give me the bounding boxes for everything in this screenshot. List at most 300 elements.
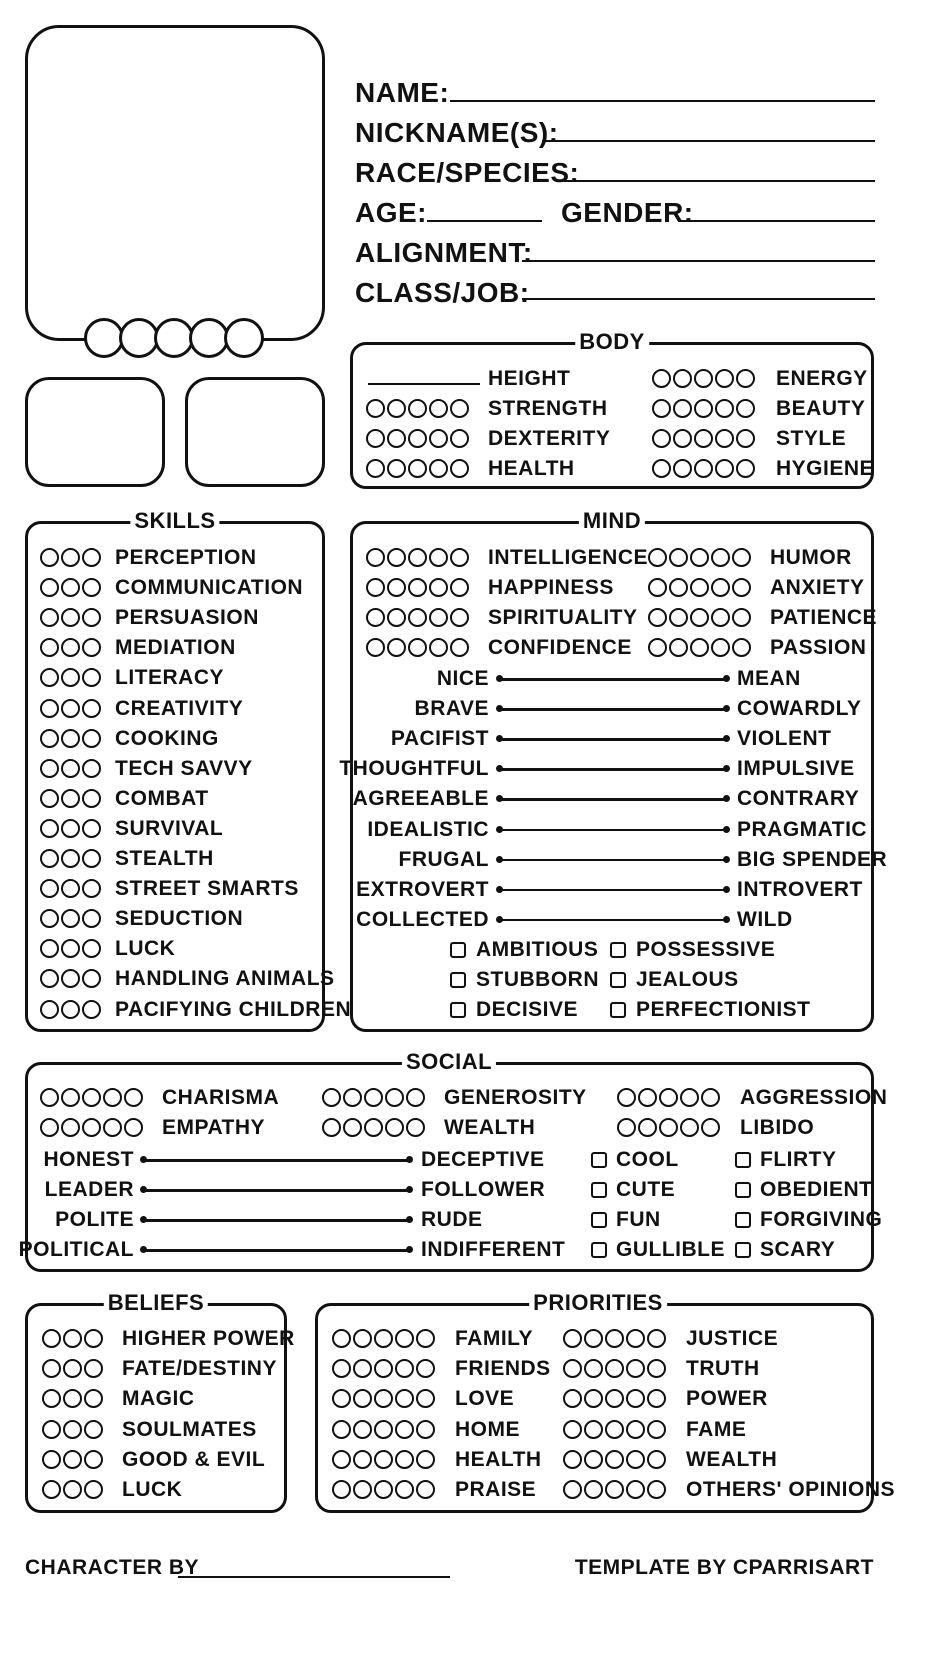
trait-checkbox[interactable] [735, 1152, 751, 1168]
rating-circle[interactable] [626, 1480, 645, 1499]
rating-circle[interactable] [605, 1329, 624, 1348]
belief-rating[interactable] [42, 1389, 103, 1408]
priority-rating[interactable] [563, 1450, 666, 1469]
rating-circle[interactable] [647, 1450, 666, 1469]
skill-rating[interactable] [40, 879, 101, 898]
priority-rating[interactable] [332, 1480, 435, 1499]
rating-circle[interactable] [82, 759, 101, 778]
rating-circle[interactable] [715, 429, 734, 448]
rating-circle[interactable] [42, 1329, 61, 1348]
rating-circle[interactable] [364, 1088, 383, 1107]
rating-circle[interactable] [61, 608, 80, 627]
rating-circle[interactable] [353, 1480, 372, 1499]
trait-checkbox[interactable] [450, 942, 466, 958]
rating-circle[interactable] [638, 1088, 657, 1107]
rating-circle[interactable] [42, 1480, 61, 1499]
rating-circle[interactable] [82, 879, 101, 898]
body-rating[interactable] [652, 429, 755, 448]
body-rating[interactable] [652, 399, 755, 418]
rating-circle[interactable] [673, 429, 692, 448]
rating-circle[interactable] [322, 1118, 341, 1137]
rating-circle[interactable] [652, 399, 671, 418]
rating-circle[interactable] [450, 429, 469, 448]
rating-circle[interactable] [353, 1420, 372, 1439]
rating-circle[interactable] [680, 1088, 699, 1107]
rating-circle[interactable] [103, 1118, 122, 1137]
skill-rating[interactable] [40, 729, 101, 748]
rating-circle[interactable] [63, 1359, 82, 1378]
priority-rating[interactable] [332, 1450, 435, 1469]
rating-circle[interactable] [690, 578, 709, 597]
rating-circle[interactable] [40, 879, 59, 898]
rating-circle[interactable] [366, 608, 385, 627]
mind-rating[interactable] [648, 578, 751, 597]
rating-circle[interactable] [40, 1118, 59, 1137]
height-field[interactable] [368, 383, 480, 385]
rating-circle[interactable] [61, 969, 80, 988]
body-rating[interactable] [366, 399, 469, 418]
rating-circle[interactable] [450, 548, 469, 567]
skill-rating[interactable] [40, 909, 101, 928]
rating-circle[interactable] [374, 1359, 393, 1378]
rating-circle[interactable] [374, 1389, 393, 1408]
rating-circle[interactable] [584, 1329, 603, 1348]
rating-circle[interactable] [63, 1329, 82, 1348]
skill-rating[interactable] [40, 819, 101, 838]
rating-circle[interactable] [694, 429, 713, 448]
rating-circle[interactable] [605, 1359, 624, 1378]
rating-circle[interactable] [40, 789, 59, 808]
rating-circle[interactable] [701, 1118, 720, 1137]
rating-circle[interactable] [332, 1389, 351, 1408]
rating-circle[interactable] [406, 1118, 425, 1137]
rating-circle[interactable] [408, 429, 427, 448]
rating-circle[interactable] [690, 608, 709, 627]
trait-checkbox[interactable] [610, 1002, 626, 1018]
portrait-rating-circle[interactable] [189, 318, 229, 358]
rating-circle[interactable] [669, 638, 688, 657]
personality-scale[interactable] [499, 889, 727, 892]
rating-circle[interactable] [61, 638, 80, 657]
rating-circle[interactable] [395, 1420, 414, 1439]
rating-circle[interactable] [82, 819, 101, 838]
rating-circle[interactable] [84, 1450, 103, 1469]
belief-rating[interactable] [42, 1359, 103, 1378]
rating-circle[interactable] [366, 548, 385, 567]
rating-circle[interactable] [42, 1420, 61, 1439]
rating-circle[interactable] [647, 1329, 666, 1348]
rating-circle[interactable] [82, 939, 101, 958]
trait-checkbox[interactable] [591, 1242, 607, 1258]
rating-circle[interactable] [648, 578, 667, 597]
rating-circle[interactable] [584, 1389, 603, 1408]
rating-circle[interactable] [711, 638, 730, 657]
belief-rating[interactable] [42, 1480, 103, 1499]
rating-circle[interactable] [711, 578, 730, 597]
rating-circle[interactable] [40, 638, 59, 657]
rating-circle[interactable] [429, 459, 448, 478]
rating-circle[interactable] [61, 849, 80, 868]
skill-rating[interactable] [40, 699, 101, 718]
rating-circle[interactable] [669, 608, 688, 627]
rating-circle[interactable] [387, 608, 406, 627]
rating-circle[interactable] [648, 548, 667, 567]
belief-rating[interactable] [42, 1329, 103, 1348]
rating-circle[interactable] [617, 1118, 636, 1137]
rating-circle[interactable] [332, 1359, 351, 1378]
body-rating[interactable] [366, 459, 469, 478]
rating-circle[interactable] [61, 789, 80, 808]
mind-rating[interactable] [648, 608, 751, 627]
rating-circle[interactable] [40, 969, 59, 988]
portrait-rating-circle[interactable] [119, 318, 159, 358]
personality-scale[interactable] [499, 919, 727, 922]
rating-circle[interactable] [429, 548, 448, 567]
rating-circle[interactable] [584, 1450, 603, 1469]
rating-circle[interactable] [40, 759, 59, 778]
rating-circle[interactable] [40, 578, 59, 597]
social-rating[interactable] [617, 1118, 720, 1137]
rating-circle[interactable] [429, 399, 448, 418]
rating-circle[interactable] [450, 459, 469, 478]
rating-circle[interactable] [82, 909, 101, 928]
rating-circle[interactable] [732, 638, 751, 657]
skill-rating[interactable] [40, 789, 101, 808]
class-field[interactable] [522, 298, 875, 300]
rating-circle[interactable] [374, 1450, 393, 1469]
priority-rating[interactable] [332, 1329, 435, 1348]
rating-circle[interactable] [387, 459, 406, 478]
rating-circle[interactable] [332, 1329, 351, 1348]
rating-circle[interactable] [61, 668, 80, 687]
personality-scale[interactable] [499, 859, 727, 862]
rating-circle[interactable] [40, 1000, 59, 1019]
rating-circle[interactable] [353, 1450, 372, 1469]
rating-circle[interactable] [647, 1389, 666, 1408]
rating-circle[interactable] [374, 1480, 393, 1499]
rating-circle[interactable] [124, 1088, 143, 1107]
rating-circle[interactable] [385, 1118, 404, 1137]
rating-circle[interactable] [694, 369, 713, 388]
rating-circle[interactable] [364, 1118, 383, 1137]
rating-circle[interactable] [40, 668, 59, 687]
rating-circle[interactable] [332, 1420, 351, 1439]
rating-circle[interactable] [395, 1450, 414, 1469]
rating-circle[interactable] [584, 1359, 603, 1378]
rating-circle[interactable] [40, 1088, 59, 1107]
rating-circle[interactable] [82, 1118, 101, 1137]
priority-rating[interactable] [563, 1329, 666, 1348]
mind-rating[interactable] [366, 638, 469, 657]
rating-circle[interactable] [63, 1420, 82, 1439]
trait-checkbox[interactable] [591, 1182, 607, 1198]
body-rating[interactable] [652, 369, 755, 388]
rating-circle[interactable] [652, 429, 671, 448]
social-rating[interactable] [40, 1088, 143, 1107]
social-scale[interactable] [143, 1219, 410, 1222]
rating-circle[interactable] [617, 1088, 636, 1107]
rating-circle[interactable] [408, 399, 427, 418]
rating-circle[interactable] [652, 369, 671, 388]
trait-checkbox[interactable] [450, 972, 466, 988]
rating-circle[interactable] [736, 399, 755, 418]
rating-circle[interactable] [647, 1420, 666, 1439]
rating-circle[interactable] [563, 1329, 582, 1348]
priority-rating[interactable] [563, 1420, 666, 1439]
rating-circle[interactable] [626, 1359, 645, 1378]
rating-circle[interactable] [40, 909, 59, 928]
rating-circle[interactable] [61, 548, 80, 567]
rating-circle[interactable] [673, 459, 692, 478]
rating-circle[interactable] [61, 729, 80, 748]
trait-checkbox[interactable] [610, 942, 626, 958]
rating-circle[interactable] [732, 608, 751, 627]
mind-rating[interactable] [648, 638, 751, 657]
rating-circle[interactable] [673, 399, 692, 418]
personality-scale[interactable] [499, 678, 727, 681]
rating-circle[interactable] [84, 1329, 103, 1348]
rating-circle[interactable] [715, 369, 734, 388]
rating-circle[interactable] [61, 699, 80, 718]
portrait-rating-circle[interactable] [224, 318, 264, 358]
rating-circle[interactable] [61, 819, 80, 838]
personality-scale[interactable] [499, 829, 727, 832]
skill-rating[interactable] [40, 668, 101, 687]
rating-circle[interactable] [626, 1420, 645, 1439]
rating-circle[interactable] [343, 1118, 362, 1137]
rating-circle[interactable] [732, 548, 751, 567]
rating-circle[interactable] [416, 1420, 435, 1439]
rating-circle[interactable] [638, 1118, 657, 1137]
rating-circle[interactable] [374, 1329, 393, 1348]
rating-circle[interactable] [736, 369, 755, 388]
skill-rating[interactable] [40, 608, 101, 627]
rating-circle[interactable] [416, 1329, 435, 1348]
rating-circle[interactable] [408, 459, 427, 478]
priority-rating[interactable] [563, 1359, 666, 1378]
rating-circle[interactable] [416, 1450, 435, 1469]
body-rating[interactable] [652, 459, 755, 478]
rating-circle[interactable] [387, 578, 406, 597]
belief-rating[interactable] [42, 1450, 103, 1469]
rating-circle[interactable] [387, 548, 406, 567]
priority-rating[interactable] [332, 1389, 435, 1408]
social-rating[interactable] [617, 1088, 720, 1107]
rating-circle[interactable] [82, 729, 101, 748]
rating-circle[interactable] [450, 638, 469, 657]
rating-circle[interactable] [690, 548, 709, 567]
rating-circle[interactable] [395, 1359, 414, 1378]
trait-checkbox[interactable] [735, 1182, 751, 1198]
rating-circle[interactable] [42, 1359, 61, 1378]
social-rating[interactable] [322, 1088, 425, 1107]
rating-circle[interactable] [626, 1450, 645, 1469]
rating-circle[interactable] [61, 1118, 80, 1137]
rating-circle[interactable] [715, 459, 734, 478]
rating-circle[interactable] [40, 819, 59, 838]
trait-checkbox[interactable] [610, 972, 626, 988]
trait-checkbox[interactable] [591, 1212, 607, 1228]
rating-circle[interactable] [626, 1329, 645, 1348]
rating-circle[interactable] [366, 459, 385, 478]
mind-rating[interactable] [648, 548, 751, 567]
rating-circle[interactable] [416, 1359, 435, 1378]
rating-circle[interactable] [711, 548, 730, 567]
social-scale[interactable] [143, 1159, 410, 1162]
rating-circle[interactable] [40, 939, 59, 958]
rating-circle[interactable] [387, 399, 406, 418]
rating-circle[interactable] [40, 548, 59, 567]
social-scale[interactable] [143, 1189, 410, 1192]
rating-circle[interactable] [626, 1389, 645, 1408]
race-field[interactable] [558, 180, 875, 182]
rating-circle[interactable] [715, 399, 734, 418]
rating-circle[interactable] [563, 1420, 582, 1439]
rating-circle[interactable] [82, 548, 101, 567]
social-scale[interactable] [143, 1249, 410, 1252]
trait-checkbox[interactable] [735, 1242, 751, 1258]
rating-circle[interactable] [63, 1450, 82, 1469]
skill-rating[interactable] [40, 578, 101, 597]
personality-scale[interactable] [499, 798, 727, 801]
rating-circle[interactable] [353, 1389, 372, 1408]
rating-circle[interactable] [605, 1480, 624, 1499]
rating-circle[interactable] [450, 608, 469, 627]
rating-circle[interactable] [84, 1420, 103, 1439]
character-by-field[interactable] [178, 1576, 450, 1578]
skill-rating[interactable] [40, 849, 101, 868]
personality-scale[interactable] [499, 738, 727, 741]
rating-circle[interactable] [605, 1389, 624, 1408]
mind-rating[interactable] [366, 608, 469, 627]
rating-circle[interactable] [395, 1389, 414, 1408]
skill-rating[interactable] [40, 1000, 101, 1019]
rating-circle[interactable] [736, 459, 755, 478]
rating-circle[interactable] [680, 1118, 699, 1137]
priority-rating[interactable] [332, 1359, 435, 1378]
mind-rating[interactable] [366, 548, 469, 567]
alignment-field[interactable] [522, 260, 875, 262]
rating-circle[interactable] [648, 608, 667, 627]
nicknames-field[interactable] [542, 140, 875, 142]
rating-circle[interactable] [82, 849, 101, 868]
rating-circle[interactable] [690, 638, 709, 657]
rating-circle[interactable] [450, 578, 469, 597]
gender-field[interactable] [680, 220, 875, 222]
rating-circle[interactable] [659, 1118, 678, 1137]
rating-circle[interactable] [61, 1000, 80, 1019]
rating-circle[interactable] [42, 1450, 61, 1469]
name-field[interactable] [450, 100, 875, 102]
rating-circle[interactable] [584, 1480, 603, 1499]
small-box-left[interactable] [25, 377, 165, 487]
skill-rating[interactable] [40, 638, 101, 657]
rating-circle[interactable] [563, 1450, 582, 1469]
rating-circle[interactable] [652, 459, 671, 478]
rating-circle[interactable] [366, 399, 385, 418]
rating-circle[interactable] [84, 1480, 103, 1499]
rating-circle[interactable] [429, 608, 448, 627]
rating-circle[interactable] [61, 1088, 80, 1107]
personality-scale[interactable] [499, 708, 727, 711]
rating-circle[interactable] [429, 578, 448, 597]
portrait-rating-circle[interactable] [84, 318, 124, 358]
rating-circle[interactable] [124, 1118, 143, 1137]
rating-circle[interactable] [366, 429, 385, 448]
portrait-rating-circle[interactable] [154, 318, 194, 358]
skill-rating[interactable] [40, 939, 101, 958]
personality-scale[interactable] [499, 768, 727, 771]
rating-circle[interactable] [416, 1389, 435, 1408]
rating-circle[interactable] [408, 608, 427, 627]
rating-circle[interactable] [387, 429, 406, 448]
rating-circle[interactable] [82, 969, 101, 988]
rating-circle[interactable] [605, 1450, 624, 1469]
rating-circle[interactable] [82, 789, 101, 808]
rating-circle[interactable] [332, 1480, 351, 1499]
priority-rating[interactable] [563, 1480, 666, 1499]
skill-rating[interactable] [40, 759, 101, 778]
rating-circle[interactable] [61, 759, 80, 778]
skill-rating[interactable] [40, 969, 101, 988]
belief-rating[interactable] [42, 1420, 103, 1439]
rating-circle[interactable] [40, 608, 59, 627]
rating-circle[interactable] [322, 1088, 341, 1107]
rating-circle[interactable] [694, 459, 713, 478]
rating-circle[interactable] [416, 1480, 435, 1499]
rating-circle[interactable] [374, 1420, 393, 1439]
rating-circle[interactable] [732, 578, 751, 597]
rating-circle[interactable] [82, 1000, 101, 1019]
rating-circle[interactable] [82, 578, 101, 597]
rating-circle[interactable] [429, 638, 448, 657]
rating-circle[interactable] [395, 1329, 414, 1348]
rating-circle[interactable] [40, 849, 59, 868]
social-rating[interactable] [322, 1118, 425, 1137]
trait-checkbox[interactable] [735, 1212, 751, 1228]
mind-rating[interactable] [366, 578, 469, 597]
rating-circle[interactable] [429, 429, 448, 448]
rating-circle[interactable] [387, 638, 406, 657]
rating-circle[interactable] [42, 1389, 61, 1408]
rating-circle[interactable] [669, 548, 688, 567]
rating-circle[interactable] [563, 1480, 582, 1499]
rating-circle[interactable] [408, 548, 427, 567]
rating-circle[interactable] [61, 939, 80, 958]
portrait-box[interactable] [25, 25, 325, 341]
rating-circle[interactable] [63, 1480, 82, 1499]
rating-circle[interactable] [647, 1480, 666, 1499]
social-rating[interactable] [40, 1118, 143, 1137]
rating-circle[interactable] [648, 638, 667, 657]
age-field[interactable] [427, 220, 542, 222]
rating-circle[interactable] [659, 1088, 678, 1107]
rating-circle[interactable] [647, 1359, 666, 1378]
rating-circle[interactable] [395, 1480, 414, 1499]
rating-circle[interactable] [82, 608, 101, 627]
rating-circle[interactable] [84, 1359, 103, 1378]
rating-circle[interactable] [563, 1389, 582, 1408]
rating-circle[interactable] [84, 1389, 103, 1408]
rating-circle[interactable] [343, 1088, 362, 1107]
rating-circle[interactable] [694, 399, 713, 418]
rating-circle[interactable] [353, 1359, 372, 1378]
rating-circle[interactable] [63, 1389, 82, 1408]
rating-circle[interactable] [61, 909, 80, 928]
rating-circle[interactable] [736, 429, 755, 448]
rating-circle[interactable] [701, 1088, 720, 1107]
rating-circle[interactable] [61, 578, 80, 597]
